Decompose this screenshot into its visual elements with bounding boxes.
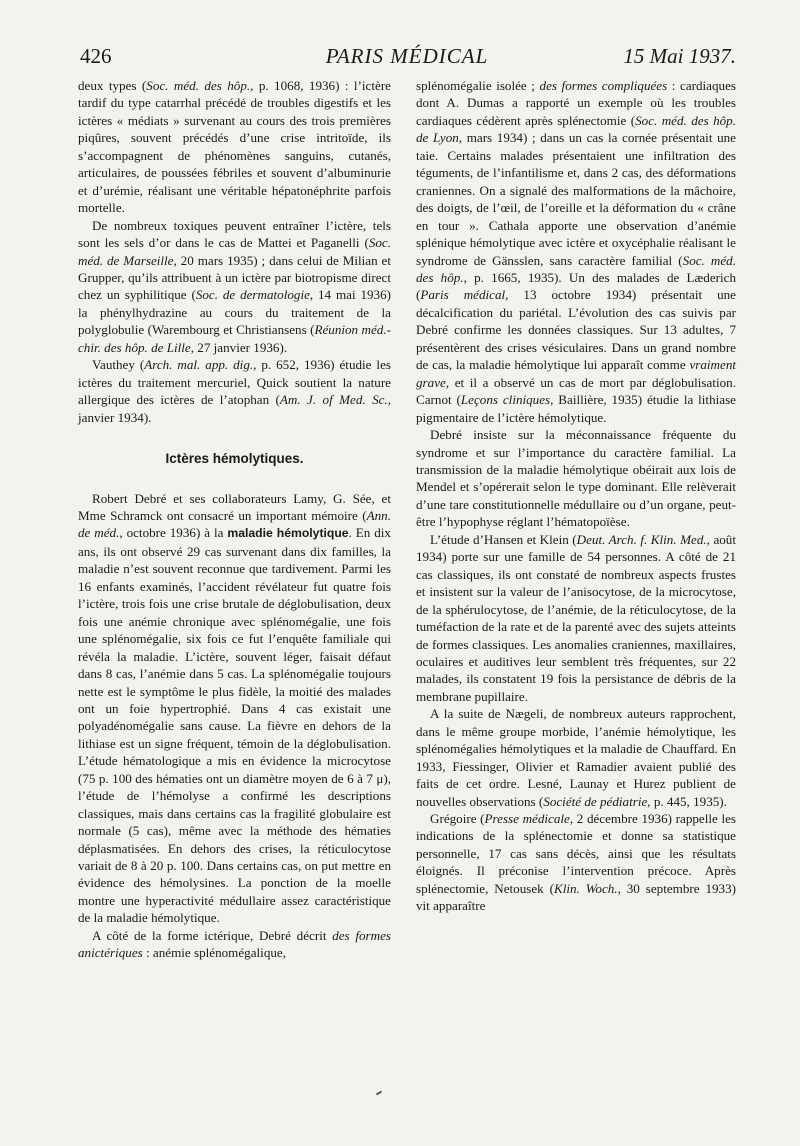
citation-text: Soc. méd. des hôp. de Lyon <box>416 112 736 146</box>
text-run: , 13 octobre 1934) présentait une décalcification du pariétal. L’évolution des cas suivis par Debré confirme les données classiques. Sur 13 adultes, 7 présentèrent des crises vésiculaires. Dans un grand nombre de cas, la maladie hémolytique lui apparaît comme <box>416 287 736 373</box>
page-number: 426 <box>80 44 112 68</box>
text-run: : anémie splénomégalique, <box>142 945 286 961</box>
paragraph <box>416 426 736 531</box>
text-run: L’étude d’Hansen et Klein ( <box>430 531 577 547</box>
text-run: , 2 décembre 1936) rappelle les indications de la splénectomie et donne sa statistique personnelle, 17 cas sans décès, ainsi que les résultats éloignés. Il préconise l’intervention précoce. Après splénectomie, Netousek ( <box>416 811 736 896</box>
text-run: . En dix ans, ils ont observé 29 cas survenant dans dix familles, la maladie n’est souvent reconnue que tardivement. Parmi les 16 enfants examinés, l’accident révélateur fut quatre fois l’ictère, trois fois une crise brutale de déglobulisation, deux fois une anémie chronique avec splénomégalie, une fois une splénomégalie, six fois ce fut l’enquête familiale qui révéla la maladie. L’ictère, souvent léger, faisait défaut dans 8 cas, l’anémie dans 5 cas. La splénomégalie toujours nette est le symptôme le plus fidèle, la moitié des malades ont un foie hypertrophié. Dans 4 cas existait une polyadénomégalie sans cause. La fièvre en dehors de la lithiase est un signe fréquent, témoin de la déglobulisation. L’étude hématologique a mis en évidence la microcytose (75 p. 100 des hématies ont un diamètre moyen de 6 à 7 μ), l’étude de l’hémolyse a confirmé les descriptions classiques, mais dans certains cas la fragilité globulaire est normale (5 cas), même avec la méthode des hématies déplasmatisées. En dehors des crises, la réticulocytose variait de 8 à 20 p. 100. Dans certains cas, on put mettre en évidence des hémolysines. La ponction de la moelle montre une hyperactivité médullaire assez caractéristique de la maladie hémolytique. <box>78 525 391 926</box>
text-run: Debré insiste sur la méconnaissance fréquente du syndrome et sur l’importance du caractère familial. La transmission de la maladie hémolytique obéirait aux lois de Mendel et s’opérerait selon le type dominant. Elle relèverait d’une tare constitutionnelle médullaire ou d’un organe, peut-être l’hypophyse réglant l’hématopoïèse. <box>416 427 736 530</box>
text-run: , janvier 1934). <box>78 392 391 425</box>
citation-text: vraiment grave <box>416 357 736 390</box>
text-run: , octobre 1936) à la <box>119 525 228 541</box>
citation-text: Deut. Arch. f. Klin. Med. <box>576 531 707 547</box>
text-run: , 20 mars 1935) ; dans celui de Milian et Grupper, qu’ils attribuent à un ictère par biotropisme direct chez un syphilitique ( <box>78 252 391 303</box>
text-run: , 30 septembre 1933) vit apparaître <box>416 880 736 914</box>
text-run: , p. 652, 1936) étudie les ictères du traitement mercuriel, Quick soutient la nature allergique des ictères de l’atophan ( <box>78 357 391 408</box>
citation-text: des formes anictériques <box>78 927 391 961</box>
paragraph <box>416 77 736 426</box>
text-run: , 27 janvier 1936). <box>190 339 288 355</box>
left-column <box>78 77 391 962</box>
citation-text: Paris médical <box>420 287 506 303</box>
paragraph <box>78 490 391 927</box>
text-run: , et il a observé un cas de mort par déglobulisation. Carnot ( <box>416 374 736 408</box>
issue-date: 15 Mai 1937. <box>623 44 736 68</box>
paragraph <box>416 810 736 915</box>
text-run: Grégoire ( <box>430 811 485 827</box>
paragraph <box>78 77 391 217</box>
citation-text: Société de pédiatrie <box>543 793 648 809</box>
citation-text: Soc. méd. des hôp. <box>416 252 736 285</box>
text-run: A côté de la forme ictérique, Debré décrit <box>92 927 333 943</box>
text-run: , mars 1934) ; dans un cas la cornée présentait une taie. Certains malades présentaient une infiltration des téguments, de l’infantilisme et, dans 2 cas, des déformations craniennes. On a signalé des malformations de la mâchoire, des doigts, de l’œil, de l’oreille et la déformation du « crâne en tour ». Cathala apporte une observation d’anémie splénique hémolytique avec ictère et oxycéphalie réalisant le syndrome de Gänsslen, sans caractère familial ( <box>416 130 736 268</box>
section-heading: Ictères hémolytiques. <box>165 451 304 467</box>
paragraph <box>416 705 736 810</box>
text-run: deux types ( <box>78 78 147 93</box>
text-run: , août 1934) porte sur une famille de 54 personnes. A côté de 21 cas classiques, ils ont constaté de nombreux aspects frustes et insistent sur la valeur de l’anisocytose, de la microcytose, de la sphérulocytose, de l’anémie, de la réticulocytose, de la tuméfaction de la rate et de la parenté avec des sujets atteints de formes classiques. Les anomalies craniennes, maxillaires, oculaires et auditives leur semblent très fréquentes, sur 22 malades, ils constatent 19 fois la persistance de débris de la membrane pupillaire. <box>416 531 736 704</box>
citation-text: Soc. méd. des hôp. <box>146 78 251 93</box>
paragraph <box>78 217 391 357</box>
text-run: A la suite de Nægeli, de nombreux auteurs rapprochent, dans le même groupe morbide, l’anémie hémolytique, les splénomégalies hémolytiques et la maladie de Chauffard. En 1933, Fiessinger, Olivier et Ramadier avaient publié des faits de cet ordre. Lesné, Launay et Hurez publient de nouvelles observations ( <box>416 706 736 809</box>
text-run: , Baillière, 1935) étudie la lithiase pigmentaire de l’ictère hémolytique. <box>416 392 736 425</box>
bold-term: maladie hémolytique <box>227 526 349 541</box>
journal-title: PARIS MÉDICAL <box>325 44 489 68</box>
paragraph <box>78 927 391 962</box>
text-run: , p. 1665, 1935). Un des malades de Læderich ( <box>416 269 736 303</box>
text-run: Robert Debré et ses collaborateurs Lamy, G. Sée, et Mme Schramck ont consacré un important mémoire ( <box>78 490 391 523</box>
text-run: Vauthey ( <box>92 357 145 373</box>
running-header <box>78 44 736 76</box>
text-run: : cardiaques dont A. Dumas a rapporté un exemple où les troubles cardiaques cédèrent après splénectomie ( <box>416 78 736 128</box>
paragraph <box>416 531 736 706</box>
citation-text: Soc. de dermatologie <box>195 287 310 303</box>
text-run: , p. 445, 1935). <box>647 793 727 809</box>
citation-text: Arch. mal. app. dig. <box>144 357 254 373</box>
citation-text: Ann. de méd. <box>78 507 391 541</box>
text-run: , 14 mai 1936) la phénylhydrazine au cours du traitement de la polyglobulie (Warembourg et Christiansens ( <box>78 287 391 338</box>
citation-text: Réunion méd.-chir. des hôp. de Lille <box>78 322 391 355</box>
citation-text: des formes compliquées <box>539 78 668 93</box>
text-run: De nombreux toxiques peuvent entraîner l’ictère, tels sont les sels d’or dans le cas de Mattei et Paganelli ( <box>78 217 391 251</box>
citation-text: Presse médicale <box>484 811 570 827</box>
right-column <box>416 77 736 915</box>
citation-text: Klin. Woch. <box>553 880 618 896</box>
citation-text: Soc. méd. de Marseille <box>78 235 391 268</box>
paragraph <box>78 356 391 426</box>
citation-text: Leçons cliniques <box>460 392 551 408</box>
print-mark <box>376 1091 382 1096</box>
text-run: , p. 1068, 1936) : l’ictère tardif du type catarrhal précédé de troubles digestifs et les ictères « médiats » survenant au cours des trois premières piqûres, souvent précédés d’une crise intritoïde, ils s’accompagnent de phénomènes sanguins, cutanés, articulaires, de poussées fébriles et souvent d’albuminurie et d’urémie, réalisant une véritable hépatonéphrite parfois mortelle. <box>78 78 391 216</box>
citation-text: Am. J. of Med. Sc. <box>279 392 388 408</box>
text-run: splénomégalie isolée ; <box>416 78 540 93</box>
page <box>78 0 736 1146</box>
